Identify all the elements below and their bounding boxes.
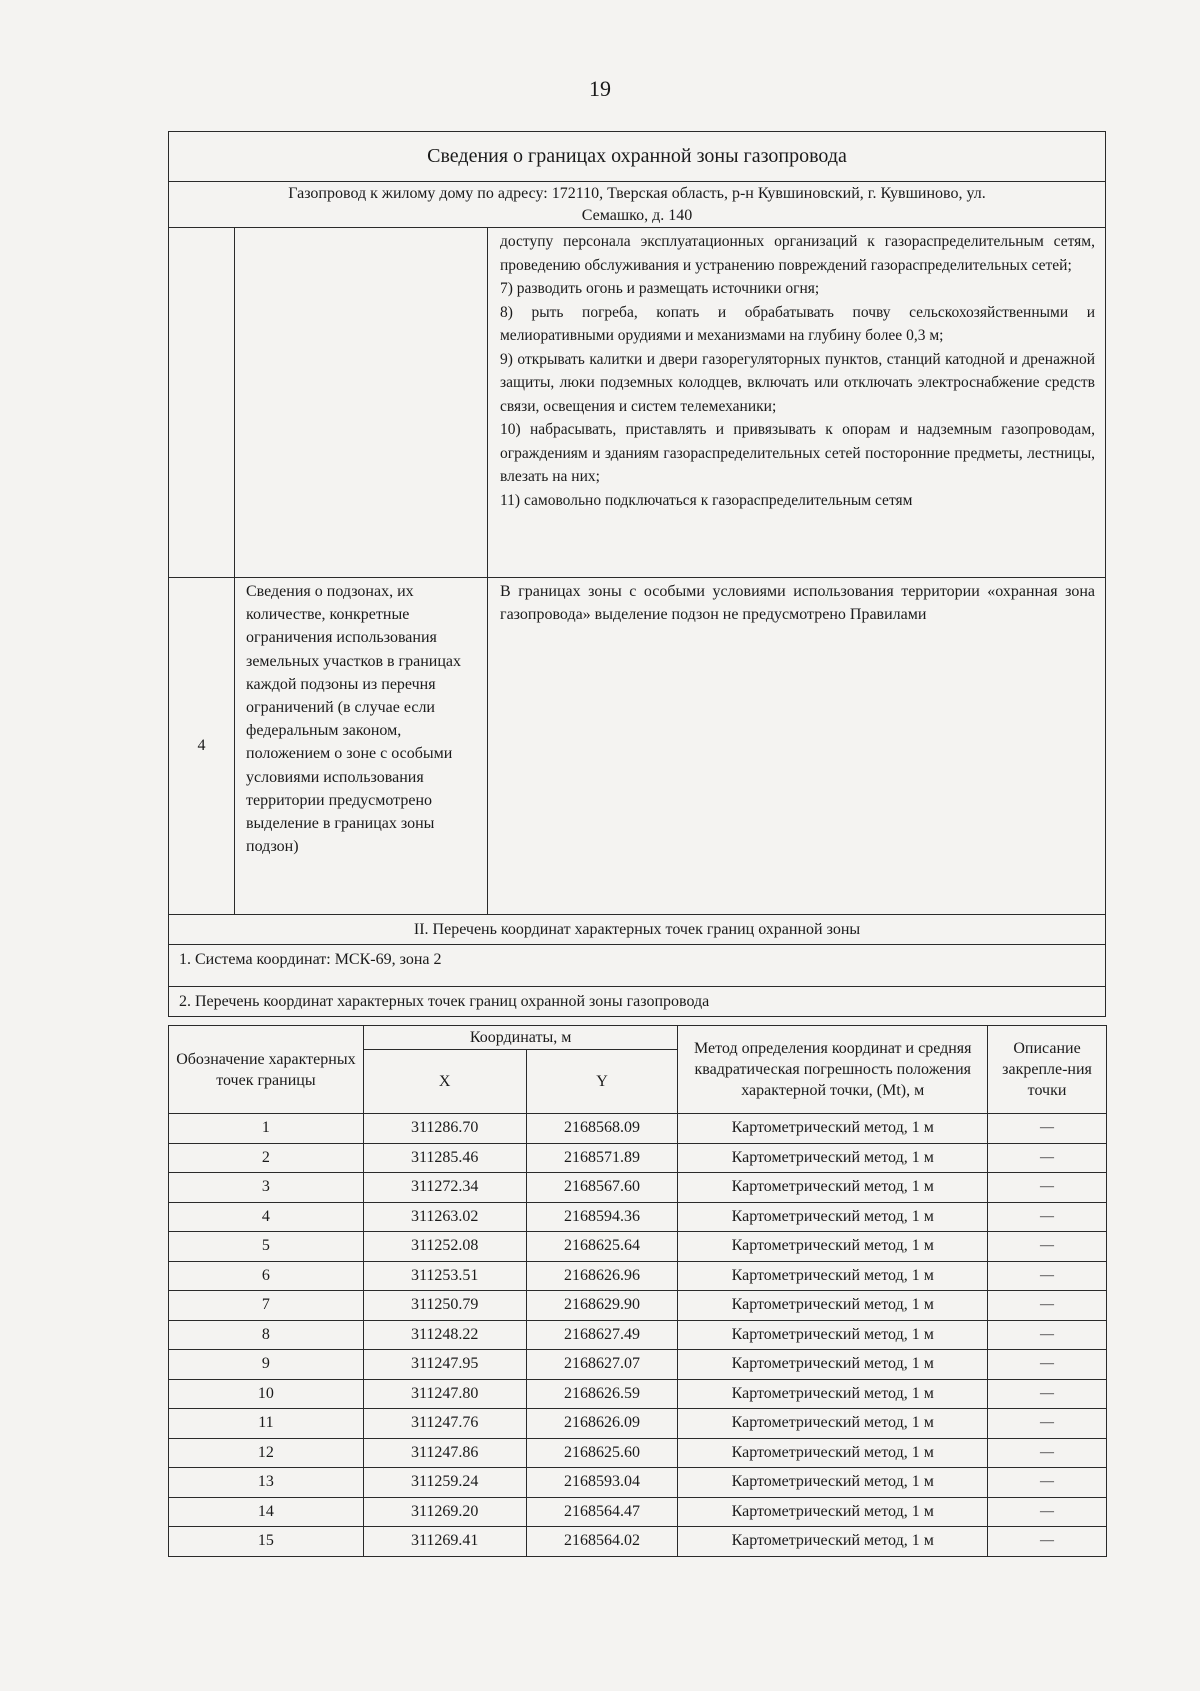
fixing-description-cell: —: [988, 1320, 1107, 1350]
zone-info-table: [168, 131, 1106, 1017]
method-cell: Картометрический метод, 1 м: [678, 1291, 988, 1321]
subzones-row-value: В границах зоны с особыми условиями использования территории «охранная зона газопровода» выделение подзон не предусмотрено Правилами: [500, 583, 1095, 624]
coord-x-cell: 311285.46: [363, 1143, 526, 1173]
coord-y-cell: 2168568.09: [526, 1114, 678, 1144]
fixing-description-cell: —: [988, 1409, 1107, 1439]
header-point: Обозначение характерных точек границы: [169, 1026, 364, 1114]
coord-y-cell: 2168594.36: [526, 1202, 678, 1232]
object-description-line1: Газопровод к жилому дому по адресу: 172110, Тверская область, р-н Кувшиновский, г. Кувшиново, ул.: [288, 185, 986, 202]
fixing-description-cell: —: [988, 1232, 1107, 1262]
coord-x-cell: 311259.24: [363, 1468, 526, 1498]
table-row: [169, 1232, 1107, 1262]
restriction-item: 9) открывать калитки и двери газорегуляторных пунктов, станций катодной и дренажной защиты, люки подземных колодцев, включать или отключать электроснабжение средств связи, освещения и систем телемеханики;: [500, 350, 1095, 415]
coord-y-cell: 2168626.09: [526, 1409, 678, 1439]
point-number-cell: 13: [169, 1468, 364, 1498]
method-cell: Картометрический метод, 1 м: [678, 1468, 988, 1498]
restriction-item: 10) набрасывать, приставлять и привязывать к опорам и надземным газопроводам, ограждениям и зданиям газораспределительных сетей посторонние предметы, лестницы, влезать на них;: [500, 421, 1095, 485]
point-number-cell: 6: [169, 1261, 364, 1291]
coord-y-cell: 2168625.64: [526, 1232, 678, 1262]
method-cell: Картометрический метод, 1 м: [678, 1438, 988, 1468]
point-number-cell: 8: [169, 1320, 364, 1350]
coord-x-cell: 311272.34: [363, 1173, 526, 1203]
fixing-description-cell: —: [988, 1379, 1107, 1409]
page-number: 19: [589, 76, 611, 101]
table-row: [169, 1202, 1107, 1232]
coord-y-cell: 2168627.49: [526, 1320, 678, 1350]
point-number-cell: 11: [169, 1409, 364, 1439]
point-number-cell: 2: [169, 1143, 364, 1173]
subzones-row-number: 4: [169, 578, 235, 914]
header-x: X: [363, 1050, 526, 1114]
restrictions-list: [488, 228, 1105, 577]
table-row: [169, 1468, 1107, 1498]
point-number-cell: 1: [169, 1114, 364, 1144]
point-number-cell: 14: [169, 1497, 364, 1527]
point-number-cell: 10: [169, 1379, 364, 1409]
table-row: [169, 1114, 1107, 1144]
coord-y-cell: 2168564.47: [526, 1497, 678, 1527]
method-cell: Картометрический метод, 1 м: [678, 1350, 988, 1380]
fixing-description-cell: —: [988, 1350, 1107, 1380]
fixing-description-cell: —: [988, 1173, 1107, 1203]
table-row: [169, 1379, 1107, 1409]
method-cell: Картометрический метод, 1 м: [678, 1143, 988, 1173]
table-row: [169, 1320, 1107, 1350]
document-title: Сведения о границах охранной зоны газопровода: [169, 132, 1105, 182]
fixing-description-cell: —: [988, 1114, 1107, 1144]
section-ii-title: II. Перечень координат характерных точек границ охранной зоны: [169, 915, 1105, 945]
point-number-cell: 4: [169, 1202, 364, 1232]
subzones-row-name: Сведения о подзонах, их количестве, конкретные ограничения использования земельных участков в границах каждой подзоны из перечня ограничений (в случае если федеральным законом, положением о зоне с особыми условиями использования территории предусмотрено выделение в границах зоны подзон): [235, 578, 488, 914]
header-coordinates: Координаты, м: [363, 1026, 678, 1050]
table-row: [169, 1173, 1107, 1203]
coord-x-cell: 311250.79: [363, 1291, 526, 1321]
table-row: [169, 1409, 1107, 1439]
table-row: [169, 1350, 1107, 1380]
restriction-item: 11) самовольно подключаться к газораспределительным сетям: [500, 491, 913, 509]
coord-x-cell: 311247.95: [363, 1350, 526, 1380]
fixing-description-cell: —: [988, 1497, 1107, 1527]
coord-x-cell: 311252.08: [363, 1232, 526, 1262]
fixing-description-cell: —: [988, 1291, 1107, 1321]
method-cell: Картометрический метод, 1 м: [678, 1232, 988, 1262]
method-cell: Картометрический метод, 1 м: [678, 1379, 988, 1409]
restrictions-row: [169, 228, 1105, 578]
object-description-line2: Семашко, д. 140: [581, 207, 693, 224]
point-number-cell: 9: [169, 1350, 364, 1380]
coord-x-cell: 311263.02: [363, 1202, 526, 1232]
method-cell: Картометрический метод, 1 м: [678, 1409, 988, 1439]
coord-x-cell: 311286.70: [363, 1114, 526, 1144]
point-number-cell: 5: [169, 1232, 364, 1262]
method-cell: Картометрический метод, 1 м: [678, 1202, 988, 1232]
point-number-cell: 15: [169, 1527, 364, 1557]
coordinates-table-body: [169, 1114, 1107, 1557]
coordinates-table: [168, 1025, 1107, 1557]
table-row: [169, 1291, 1107, 1321]
fixing-description-cell: —: [988, 1527, 1107, 1557]
point-number-cell: 7: [169, 1291, 364, 1321]
table-row: [169, 1527, 1107, 1557]
method-cell: Картометрический метод, 1 м: [678, 1114, 988, 1144]
coord-y-cell: 2168593.04: [526, 1468, 678, 1498]
table-row: [169, 1438, 1107, 1468]
coord-y-cell: 2168626.59: [526, 1379, 678, 1409]
restrictions-row-name: [235, 228, 488, 577]
coord-y-cell: 2168625.60: [526, 1438, 678, 1468]
method-cell: Картометрический метод, 1 м: [678, 1261, 988, 1291]
coord-y-cell: 2168627.07: [526, 1350, 678, 1380]
header-y: Y: [526, 1050, 678, 1114]
method-cell: Картометрический метод, 1 м: [678, 1497, 988, 1527]
coord-x-cell: 311247.86: [363, 1438, 526, 1468]
restriction-item: 8) рыть погреба, копать и обрабатывать почву сельскохозяйственными и мелиоративными орудиями и механизмами на глубину более 0,3 м;: [500, 303, 1095, 344]
coord-y-cell: 2168564.02: [526, 1527, 678, 1557]
table-row: [169, 1497, 1107, 1527]
fixing-description-cell: —: [988, 1438, 1107, 1468]
table-row: [169, 1261, 1107, 1291]
coordinate-system: 1. Система координат: МСК-69, зона 2: [169, 945, 1105, 987]
header-method: Метод определения координат и средняя квадратическая погрешность положения характерной точки, (Mt), м: [678, 1026, 988, 1114]
coord-x-cell: 311253.51: [363, 1261, 526, 1291]
restrictions-row-number: [169, 228, 235, 577]
subzones-row: [169, 578, 1105, 915]
restriction-item: 7) разводить огонь и размещать источники огня;: [500, 280, 820, 297]
method-cell: Картометрический метод, 1 м: [678, 1173, 988, 1203]
coord-y-cell: 2168626.96: [526, 1261, 678, 1291]
coord-y-cell: 2168571.89: [526, 1143, 678, 1173]
fixing-description-cell: —: [988, 1143, 1107, 1173]
coord-x-cell: 311247.80: [363, 1379, 526, 1409]
coord-y-cell: 2168629.90: [526, 1291, 678, 1321]
object-description: [169, 182, 1105, 228]
coord-x-cell: 311269.41: [363, 1527, 526, 1557]
restriction-item: доступу персонала эксплуатационных организаций к газораспределительным сетям, проведению обслуживания и устранению повреждений газораспределительных сетей;: [500, 233, 1095, 274]
coord-x-cell: 311248.22: [363, 1320, 526, 1350]
fixing-description-cell: —: [988, 1468, 1107, 1498]
fixing-description-cell: —: [988, 1261, 1107, 1291]
method-cell: Картометрический метод, 1 м: [678, 1320, 988, 1350]
point-number-cell: 12: [169, 1438, 364, 1468]
coord-y-cell: 2168567.60: [526, 1173, 678, 1203]
point-number-cell: 3: [169, 1173, 364, 1203]
header-description: Описание закрепле-ния точки: [988, 1026, 1107, 1114]
coord-x-cell: 311247.76: [363, 1409, 526, 1439]
coordinates-list-title: 2. Перечень координат характерных точек границ охранной зоны газопровода: [169, 987, 1105, 1017]
fixing-description-cell: —: [988, 1202, 1107, 1232]
table-row: [169, 1143, 1107, 1173]
method-cell: Картометрический метод, 1 м: [678, 1527, 988, 1557]
coord-x-cell: 311269.20: [363, 1497, 526, 1527]
